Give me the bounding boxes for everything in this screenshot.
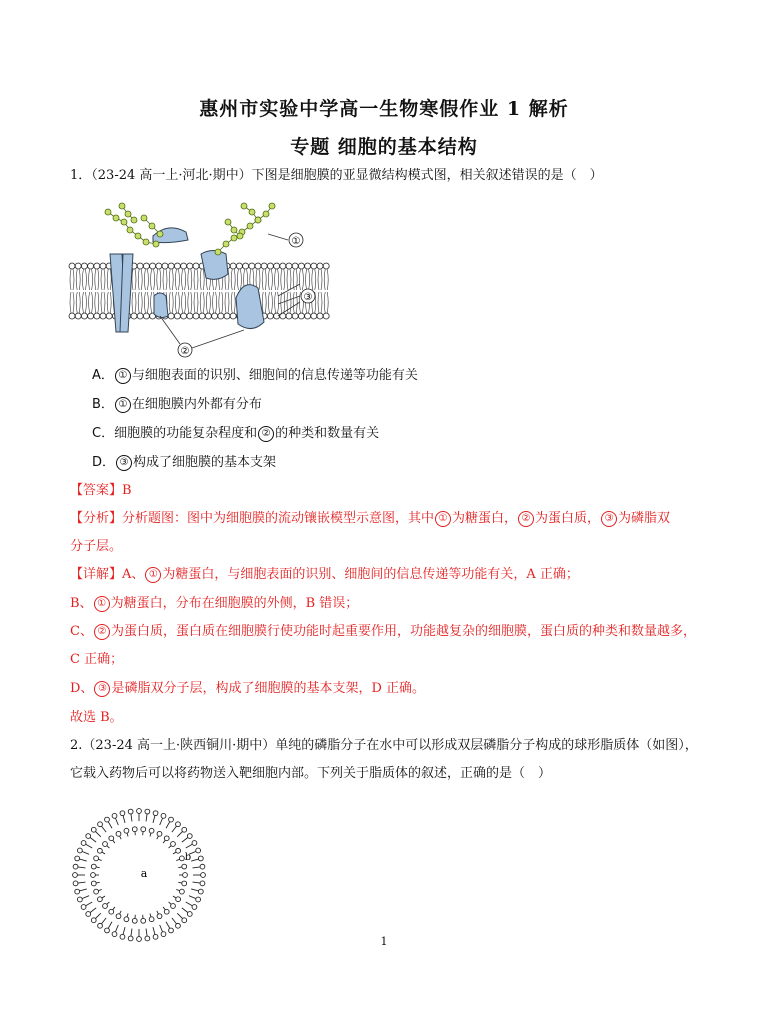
q1-option-d[interactable]: D． ③ 构成了细胞膜的基本支架 [92,455,277,470]
figure-label-3: ③ [303,292,313,303]
figure-label-2: ② [180,346,190,357]
q1-option-a[interactable]: A． ① 与细胞表面的识别、细胞间的信息传递等功能有关 [92,368,418,383]
q1-analysis-line1: 【分析】分析题图：图中为细胞膜的流动镶嵌模型示意图，其中 ① 为糖蛋白， ② 为蛋白质， ③ 为磷脂双 [70,511,671,526]
q1-detail-c-cont: C 正确； [70,652,124,667]
q2-stem-line1: 2.（23-24 高一上·陕西铜川·期中）单纯的磷脂分子在水中可以形成双层磷脂分子构成的球形脂质体（如图）， [70,738,698,753]
page-subtitle: 专题 细胞的基本结构 [290,136,478,158]
q1-detail-c: C、 ② 为蛋白质，蛋白质在细胞膜行使功能时起重要作用，功能越复杂的细胞膜，蛋白质的种类和数量越多， [70,624,696,639]
liposome-label-a: a [140,867,148,880]
figure-label-1: ① [291,236,301,247]
q1-detail-d: D、 ③ 是磷脂双分子层，构成了细胞膜的基本支架，D 正确。 [70,681,425,696]
q1-stem: 1．（23-24 高一上·河北·期中）下图是细胞膜的亚显微结构模式图，相关叙述错误的是（ ） [70,168,603,183]
cell-membrane-figure [68,192,338,362]
q1-answer: 【答案】B [70,483,132,498]
q1-option-b[interactable]: B． ① 在细胞膜内外都有分布 [92,397,262,412]
q1-detail-b: B、 ① 为糖蛋白，分布在细胞膜的外侧，B 错误； [70,596,359,611]
q1-detail-a: 【详解】A、 ① 为糖蛋白，与细胞表面的识别、细胞间的信息传递等功能有关，A 正确； [70,567,579,582]
page-number: 1 [380,935,388,948]
page-title: 惠州市实验中学高一生物寒假作业 1 解析 [199,98,569,120]
q2-stem-line2: 它载入药物后可以将药物送入靶细胞内部。下列关于脂质体的叙述，正确的是（ ） [70,766,552,781]
liposome-label-b: b [184,852,192,863]
liposome-figure [64,800,214,950]
q1-analysis-line2: 分子层。 [70,539,123,554]
q1-option-c[interactable]: C．细胞膜的功能复杂程度和 ② 的种类和数量有关 [92,426,380,441]
circled-number: ② [258,426,274,442]
circled-number: ③ [116,455,132,471]
circled-number: ① [115,397,131,413]
circled-number: ① [115,368,131,384]
q1-conclusion: 故选 B。 [70,710,123,725]
